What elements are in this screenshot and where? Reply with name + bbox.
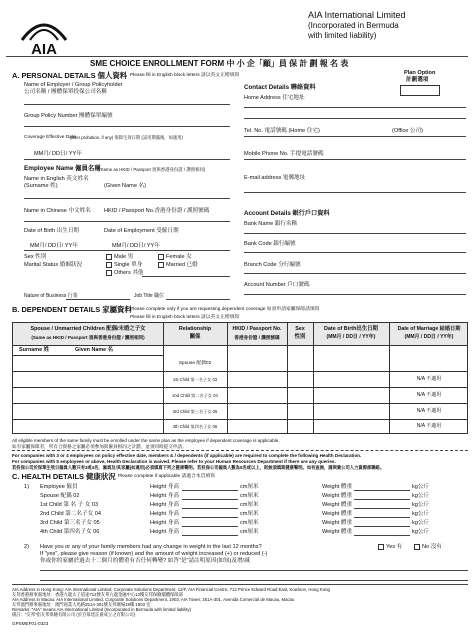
q2-no-label: No 沒有 xyxy=(422,544,442,550)
home-address-field-1[interactable] xyxy=(244,107,466,108)
male-checkbox[interactable] xyxy=(106,254,112,260)
weight-field[interactable] xyxy=(354,535,410,536)
weight-field[interactable] xyxy=(354,499,410,500)
health-rows xyxy=(0,484,474,540)
weight-unit: kg公斤 xyxy=(412,484,430,490)
female-label: Female 女 xyxy=(166,254,192,260)
company-sub2: with limited liability) xyxy=(308,31,377,40)
footer-line-3: AIA Address in Macau: AIA International Limited, Corporate Solutions Department, 1903, AIA Tower, 251A-301, Avenida Comercial de Macau, Macau xyxy=(12,597,295,602)
coverage-date-note: (after probation, if any) 保障生效日期 (試用期滿後，如適用) xyxy=(70,135,183,140)
bank-name-label: Bank Name 銀行名稱 xyxy=(244,221,298,227)
height-label: Height 身高 xyxy=(150,484,179,490)
q2-yes-label: Yes 有 xyxy=(386,544,403,550)
list-item[interactable] xyxy=(0,502,474,511)
dom-cell: N/A 不適用 xyxy=(416,408,442,414)
col-hkid-cn: 香港身份證 / 護照號碼 xyxy=(234,335,280,340)
company-sub1: (Incorporated in Bermuda xyxy=(308,21,399,30)
weight-field[interactable] xyxy=(354,526,410,527)
office-label: (Office 公司) xyxy=(392,128,423,134)
table-row[interactable] xyxy=(13,403,467,420)
bank-code-field[interactable] xyxy=(244,252,466,253)
weight-label: Weight 體重 xyxy=(322,511,353,517)
col-spouse-sub: (Same as HKID / Passport 須與香港身份證 / 護照相同) xyxy=(31,335,145,340)
table-row[interactable] xyxy=(13,355,467,372)
email-label: E-mail address 電郵地址 xyxy=(244,175,306,181)
weight-label: Weight 體重 xyxy=(322,502,353,508)
job-title-label: Job Title 職位 xyxy=(134,293,165,299)
doe-field[interactable]: MM月/ DD日/ YY年 xyxy=(112,243,160,249)
home-address-label: Home Address 住宅地址 xyxy=(244,95,305,101)
aia-logo xyxy=(14,8,74,58)
health-row-who: Employee 僱員 xyxy=(40,484,78,490)
height-field[interactable] xyxy=(182,517,238,518)
col-surname-header: Surname 姓 xyxy=(19,347,49,353)
account-no-label: Account Number 戶口號碼 xyxy=(244,282,310,288)
height-unit: cm厘米 xyxy=(240,520,259,526)
col-spouse-header: Spouse / Unmarried Children 配偶/未婚之子女 xyxy=(30,326,146,332)
height-unit: cm厘米 xyxy=(240,511,259,517)
col-given-header: Given Name 名 xyxy=(75,347,114,353)
section-a-note: Please fill in English block letters 請以英文正楷填寫 xyxy=(130,73,240,78)
name-english-label: Name in English 英文姓名 xyxy=(24,176,89,182)
list-item[interactable] xyxy=(0,484,474,493)
section-b-title: B. DEPENDENT DETAILS 家屬資料 xyxy=(12,305,132,314)
account-no-field[interactable] xyxy=(244,294,466,295)
q2-text: Have you or any of your family members had any change in weight in the last 12 months? xyxy=(40,544,262,550)
q2-no-checkbox[interactable] xyxy=(414,544,420,550)
col-relationship-header: Relationship xyxy=(178,326,212,332)
employer-field[interactable] xyxy=(24,104,230,105)
weight-label: Weight 體重 xyxy=(322,520,353,526)
form-code: GPSMEF01-0323 xyxy=(12,621,49,626)
employee-name-note: ( Same as HKID / Passport 須與香港身份證 / 護照相同) xyxy=(98,167,206,172)
section-b-note: Please complete only if you are requesting dependent coverage 如須申請家屬保障請填寫 xyxy=(130,307,320,312)
footer-line-5: Remarks: "AIA" means AIA International Limited (Incorporated in Bermuda with limited liability) xyxy=(12,607,192,612)
group-policy-label: Group Policy Number 團體保單編號 xyxy=(24,113,113,119)
relationship-cell: 3rd Child 第三名子女 05 xyxy=(172,409,218,414)
name-chinese-field[interactable] xyxy=(24,221,230,222)
dom-cell: N/A 不適用 xyxy=(416,392,442,398)
col-dob-fmt: (MM月 / DD日 / YY年) xyxy=(326,334,376,340)
group-policy-field[interactable] xyxy=(24,126,230,127)
marital-label: Marital Status 婚姻狀況 xyxy=(24,262,83,268)
dob-field[interactable]: MM月/ DD日/ YY年 xyxy=(30,243,78,249)
dob-label: Date of Birth 出生日期 xyxy=(24,228,80,234)
others-field[interactable] xyxy=(142,276,230,277)
weight-field[interactable] xyxy=(354,517,410,518)
table-row[interactable] xyxy=(13,371,467,388)
q2-number: 2) xyxy=(24,544,29,550)
col-sex-header: Sex xyxy=(295,326,305,332)
list-item[interactable] xyxy=(0,529,474,538)
height-field[interactable] xyxy=(182,490,238,491)
dom-cell: N/A 不適用 xyxy=(416,376,442,382)
home-address-field-2[interactable] xyxy=(244,118,466,119)
footer-line-6: 備註："友邦"指友邦保險有限公司 (於百慕達註冊成立之有限公司) xyxy=(12,612,136,617)
eligible-note-1: All eligible members of the same family must be enrolled under the same plan as the employee if dependent coverage is applicable. xyxy=(12,438,280,443)
health-row-who: 4th Child 第四名子女 06 xyxy=(40,529,100,535)
male-label: Male 男 xyxy=(114,254,134,260)
others-checkbox[interactable] xyxy=(106,270,112,276)
mobile-field[interactable] xyxy=(244,159,466,160)
height-label: Height 身高 xyxy=(150,511,179,517)
health-row-who: 1st Child 第 名 子 女 03 xyxy=(40,502,99,508)
health-note-2: For companies with 5 employees or above, Health Declaration is waived. Please refer to your Human Resources Department if there are any queries. xyxy=(12,459,336,464)
col-dom-fmt: (MM月 / DD日 / YY年) xyxy=(404,334,454,340)
single-label: Single 單身 xyxy=(114,262,143,268)
health-row-number: 1) xyxy=(24,484,29,490)
weight-field[interactable] xyxy=(354,490,410,491)
employee-name-label: Employee Name 僱員名稱 xyxy=(24,165,101,172)
health-note-3: 若投保公司於保單生效日僱員人數只有3或4名，僱員及/其家屬(如適用)必須填寫下列之健康聲明。若投保公司僱員人數為5名或以上，則無須填寫健康聲明。如有查詢，請與貴公司人力資源部聯絡。 xyxy=(12,465,385,470)
height-field[interactable] xyxy=(182,499,238,500)
height-label: Height 身高 xyxy=(150,529,179,535)
bank-name-field[interactable] xyxy=(244,233,466,234)
height-unit: cm厘米 xyxy=(240,529,259,535)
tel-label: Tel. No. 電話號碼 (Home 住宅) xyxy=(244,128,320,134)
coverage-date-field[interactable]: MM月/ DD日/ YY年 xyxy=(34,151,82,157)
height-field[interactable] xyxy=(182,526,238,527)
height-unit: cm厘米 xyxy=(240,493,259,499)
contact-title: Contact Details 聯絡資料 xyxy=(244,84,316,91)
doe-label: Date of Employment 受僱日期 xyxy=(104,228,179,234)
weight-unit: kg公斤 xyxy=(412,511,430,517)
name-chinese-label: Name in Chinese 中文姓名 xyxy=(24,208,91,214)
height-label: Height 身高 xyxy=(150,520,179,526)
relationship-cell: 4th Child 第四名子女 06 xyxy=(172,424,218,429)
section-c-note: Please complete if applicable 請適合本頁填寫 xyxy=(118,474,216,479)
q2-answer-field-1[interactable] xyxy=(40,570,468,571)
height-label: Height 身高 xyxy=(150,493,179,499)
weight-unit: kg公斤 xyxy=(412,529,430,535)
tel-field[interactable] xyxy=(244,136,466,137)
height-field[interactable] xyxy=(182,535,238,536)
plan-option-cn: 計劃選項 xyxy=(406,77,429,83)
footer-line-2: 友邦香港辦事處地址：香港九龍太子道東712號友邦九龍金融中心12樓友邦保險團體保障部 xyxy=(12,592,183,597)
email-field[interactable] xyxy=(244,192,466,193)
svg-text:AIA: AIA xyxy=(31,41,57,58)
mobile-label: Mobile Phone No. 手提電話號碼 xyxy=(244,151,324,157)
relationship-cell: 1st Child 第一名子女 03 xyxy=(172,377,218,382)
health-note-1: For companies with 3 or 4 employees on policy effective date, members & / dependents (if applicable) are required to complete the following Health Declaration. xyxy=(12,453,362,458)
col-hkid-header: HKID / Passport No. xyxy=(232,326,282,332)
plan-option-label: Plan Option xyxy=(404,70,436,76)
sex-label: Sex 性別 xyxy=(24,254,47,260)
relationship-cell: Spouse 配偶02 xyxy=(178,361,212,366)
employer-cn: 公司名稱 / 團體保單投保公司名稱 xyxy=(24,89,107,95)
bank-code-label: Bank Code 銀行編號 xyxy=(244,241,296,247)
q2-text-b: If "yes", please give reason (if known) and the amount of weight increased (+) or reduced (-) xyxy=(40,551,268,557)
weight-label: Weight 體重 xyxy=(322,484,353,490)
height-unit: cm厘米 xyxy=(240,484,259,490)
female-checkbox[interactable] xyxy=(158,254,164,260)
weight-unit: kg公斤 xyxy=(412,493,430,499)
q2-answer-field-2[interactable] xyxy=(40,580,468,581)
given-name-label: (Given Name 名) xyxy=(104,183,146,189)
col-dom-header: Date of Marriage 結婚日期 xyxy=(397,326,461,332)
relationship-cell: 2nd Child 第二名子女 04 xyxy=(172,393,218,398)
dom-cell: N/A 不適用 xyxy=(416,423,442,429)
health-row-who: 3rd Child 第三名子女 05 xyxy=(40,520,100,526)
plan-option-box[interactable] xyxy=(400,85,440,96)
height-unit: cm厘米 xyxy=(240,502,259,508)
business-field[interactable] xyxy=(66,299,130,300)
branch-code-label: Branch Code 分行編號 xyxy=(244,262,301,268)
health-row-who: Spouse 配偶 02 xyxy=(40,493,80,499)
section-a-title: A. PERSONAL DETAILS 個人資料 xyxy=(12,71,128,80)
account-title: Account Details 銀行戶口資料 xyxy=(244,210,330,217)
weight-unit: kg公斤 xyxy=(412,502,430,508)
height-label: Height 身高 xyxy=(150,502,179,508)
col-relationship-cn: 關係 xyxy=(189,334,201,340)
weight-label: Weight 體重 xyxy=(322,493,353,499)
table-row[interactable] xyxy=(13,387,467,404)
form-title: SME CHOICE ENROLLMENT FORM 中 小 企「顧」員 保 計 劃 報 名 表 xyxy=(90,59,349,68)
coverage-date-label: Coverage Effective Date xyxy=(24,135,76,140)
list-item[interactable] xyxy=(0,511,474,520)
weight-unit: kg公斤 xyxy=(412,520,430,526)
list-item[interactable] xyxy=(0,493,474,502)
list-item[interactable] xyxy=(0,520,474,529)
footer-line-4: 友邦澳門辦事處地址：澳門商業大馬路251A-301號友邦廣場19樓 1903 室 xyxy=(12,602,151,607)
footer-line-1: AIA Address in Hong Kong: AIA International Limited, Corporate Solutions Department, 12/F, AIA Financial Centre, 712 Prince Edward Road East, Kowloon, Hong Kong xyxy=(12,587,330,592)
married-checkbox[interactable] xyxy=(158,262,164,268)
business-label: Nature of Business 行業 xyxy=(24,293,78,299)
table-row[interactable] xyxy=(13,419,467,434)
dependent-table xyxy=(12,322,468,434)
section-b-note2: Please fill in English block letters 請以英文正楷填寫 xyxy=(130,315,240,320)
name-english-field[interactable] xyxy=(24,198,230,199)
height-field[interactable] xyxy=(182,508,238,509)
col-sex-cn: 性別 xyxy=(294,334,306,340)
weight-label: Weight 體重 xyxy=(322,529,353,535)
married-label: Married 已婚 xyxy=(166,262,198,268)
health-row-who: 2nd Child 第二名子女 04 xyxy=(40,511,101,517)
job-title-field[interactable] xyxy=(166,299,230,300)
employer-label: Name of Employer / Group Policyholder xyxy=(24,82,123,88)
q2-yes-checkbox[interactable] xyxy=(378,544,384,550)
company-name: AIA International Limited xyxy=(308,10,406,20)
eligible-note-2: 如有家屬保障者，所有合資格之家屬必須參加與僱員相同之計劃，並須同時提交申請。 xyxy=(12,444,187,449)
branch-code-field[interactable] xyxy=(244,273,466,274)
others-label: Others 其他 xyxy=(114,270,144,276)
q2-text-c: 你或你的家屬於過去十二個月的體重有否任何轉變? 如答"是"請註明原因(如知)及增/減 xyxy=(40,558,250,564)
surname-label: (Surname 姓) xyxy=(24,183,58,189)
hkid-label: HKID / Passport No.香港身份證 / 護照號碼 xyxy=(104,208,210,214)
weight-field[interactable] xyxy=(354,508,410,509)
section-c-title: C. HEALTH DETAILS 健康狀況 xyxy=(12,472,116,481)
col-dob-header: Date of Birth出生日期 xyxy=(324,326,378,332)
single-checkbox[interactable] xyxy=(106,262,112,268)
